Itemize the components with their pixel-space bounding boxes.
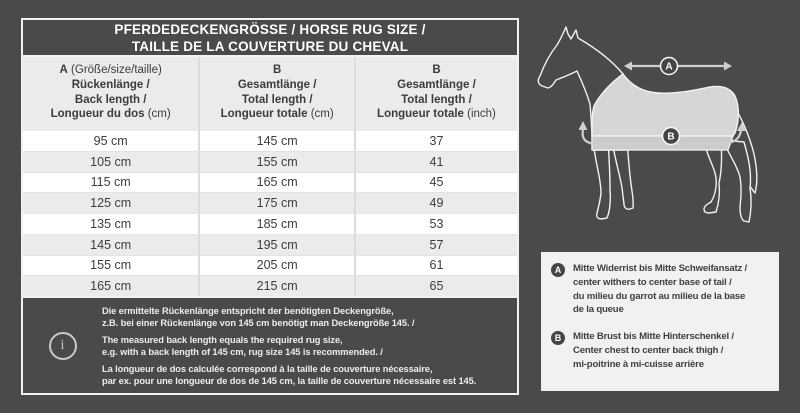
column-headers [23, 57, 517, 131]
cell-total-cm: 165 cm [198, 173, 354, 193]
cell-back-length: 135 cm [90, 216, 132, 231]
horse-front-leg-near [593, 140, 610, 219]
table-row [23, 255, 517, 276]
legend-item-a [551, 262, 773, 317]
measurement-legend [541, 252, 779, 391]
table-row [23, 151, 517, 172]
table-row [23, 213, 517, 234]
horse-hind-leg-far [723, 140, 751, 222]
column-header-total-length-inch: B Gesamtlänge / Total length / Longueur totale (inch) [354, 57, 517, 131]
cell-total-cm: 175 cm [198, 193, 354, 213]
note-english: The measured back length equals the required rug size, e.g. with a back length of 145 cm, rug size 145 is recommended. / [102, 334, 383, 358]
column-header-total-length-cm: B Gesamtlänge / Total length / Longueur totale (cm) [198, 57, 354, 131]
cell-total-inch: 41 [354, 152, 517, 172]
legend-badge-a: A [551, 263, 565, 277]
horse-diagram [530, 0, 800, 245]
legend-badge-b: B [551, 331, 565, 345]
cell-total-cm: 215 cm [198, 276, 354, 296]
table-row [23, 234, 517, 255]
cell-total-inch: 49 [354, 193, 517, 213]
rug-shape [592, 74, 738, 136]
table-title-line2: TAILLE DE LA COUVERTURE DU CHEVAL [131, 38, 409, 54]
cell-total-cm: 155 cm [198, 152, 354, 172]
cell-total-inch: 65 [354, 276, 517, 296]
cell-total-inch: 53 [354, 214, 517, 234]
badge-a [661, 58, 678, 75]
svg-text:A: A [665, 61, 673, 73]
table-title-line1: PFERDEDECKENGRÖSSE / HORSE RUG SIZE / [114, 22, 426, 37]
cell-total-cm: 185 cm [198, 214, 354, 234]
cell-total-cm: 145 cm [198, 131, 354, 151]
cell-total-inch: 45 [354, 173, 517, 193]
cell-back-length: 125 cm [90, 196, 132, 211]
cell-back-length: 165 cm [90, 279, 132, 294]
cell-total-inch: 57 [354, 235, 517, 255]
note-french: La longueur de dos calculée correspond à la taille de couverture nécessaire, par ex. pour une longueur de dos de 145 cm, la taille de couverture nécessaire est 145. [102, 363, 477, 387]
cell-back-length: 115 cm [90, 175, 131, 190]
table-row [23, 275, 517, 296]
info-icon [49, 332, 77, 360]
horse-hind-leg-near [704, 140, 722, 213]
horse-outline [538, 27, 757, 222]
cell-total-cm: 205 cm [198, 256, 354, 276]
cell-total-inch: 61 [354, 256, 517, 276]
legend-text-a: Mitte Widerrist bis Mitte Schweifansatz / center withers to center base of tail / du milieu du garrot au milieu de la base de la queue [573, 263, 748, 316]
info-note [23, 296, 517, 393]
table-row [23, 192, 517, 213]
column-header-back-length: A (Größe/size/taille) Rückenlänge / Back length / Longueur du dos (cm) [50, 64, 171, 121]
legend-text-b: Mitte Brust bis Mitte Hinterschenkel / Center chest to center back thigh / mi-poitrine à mi-cuisse arrière [573, 331, 734, 370]
cell-back-length: 145 cm [90, 237, 132, 252]
table-title [23, 20, 517, 57]
size-rows [23, 131, 517, 296]
info-icon-glyph: i [60, 337, 65, 353]
table-row [23, 172, 517, 193]
size-table [21, 18, 519, 395]
cell-back-length: 95 cm [93, 133, 128, 148]
cell-back-length: 105 cm [90, 154, 132, 169]
badge-b [663, 128, 680, 145]
table-row [23, 131, 517, 151]
note-german: Die ermittelte Rückenlänge entspricht der benötigten Deckengröße, z.B. bei einer Rückenlänge von 145 cm benötigt man Deckengröße 145. / [102, 306, 415, 329]
info-icon-column [23, 298, 102, 393]
cell-total-inch: 37 [354, 131, 517, 151]
legend-item-b [551, 330, 773, 371]
cell-total-cm: 195 cm [198, 235, 354, 255]
cell-back-length: 155 cm [90, 258, 132, 273]
svg-text:B: B [667, 131, 675, 143]
info-note-text [102, 298, 476, 393]
